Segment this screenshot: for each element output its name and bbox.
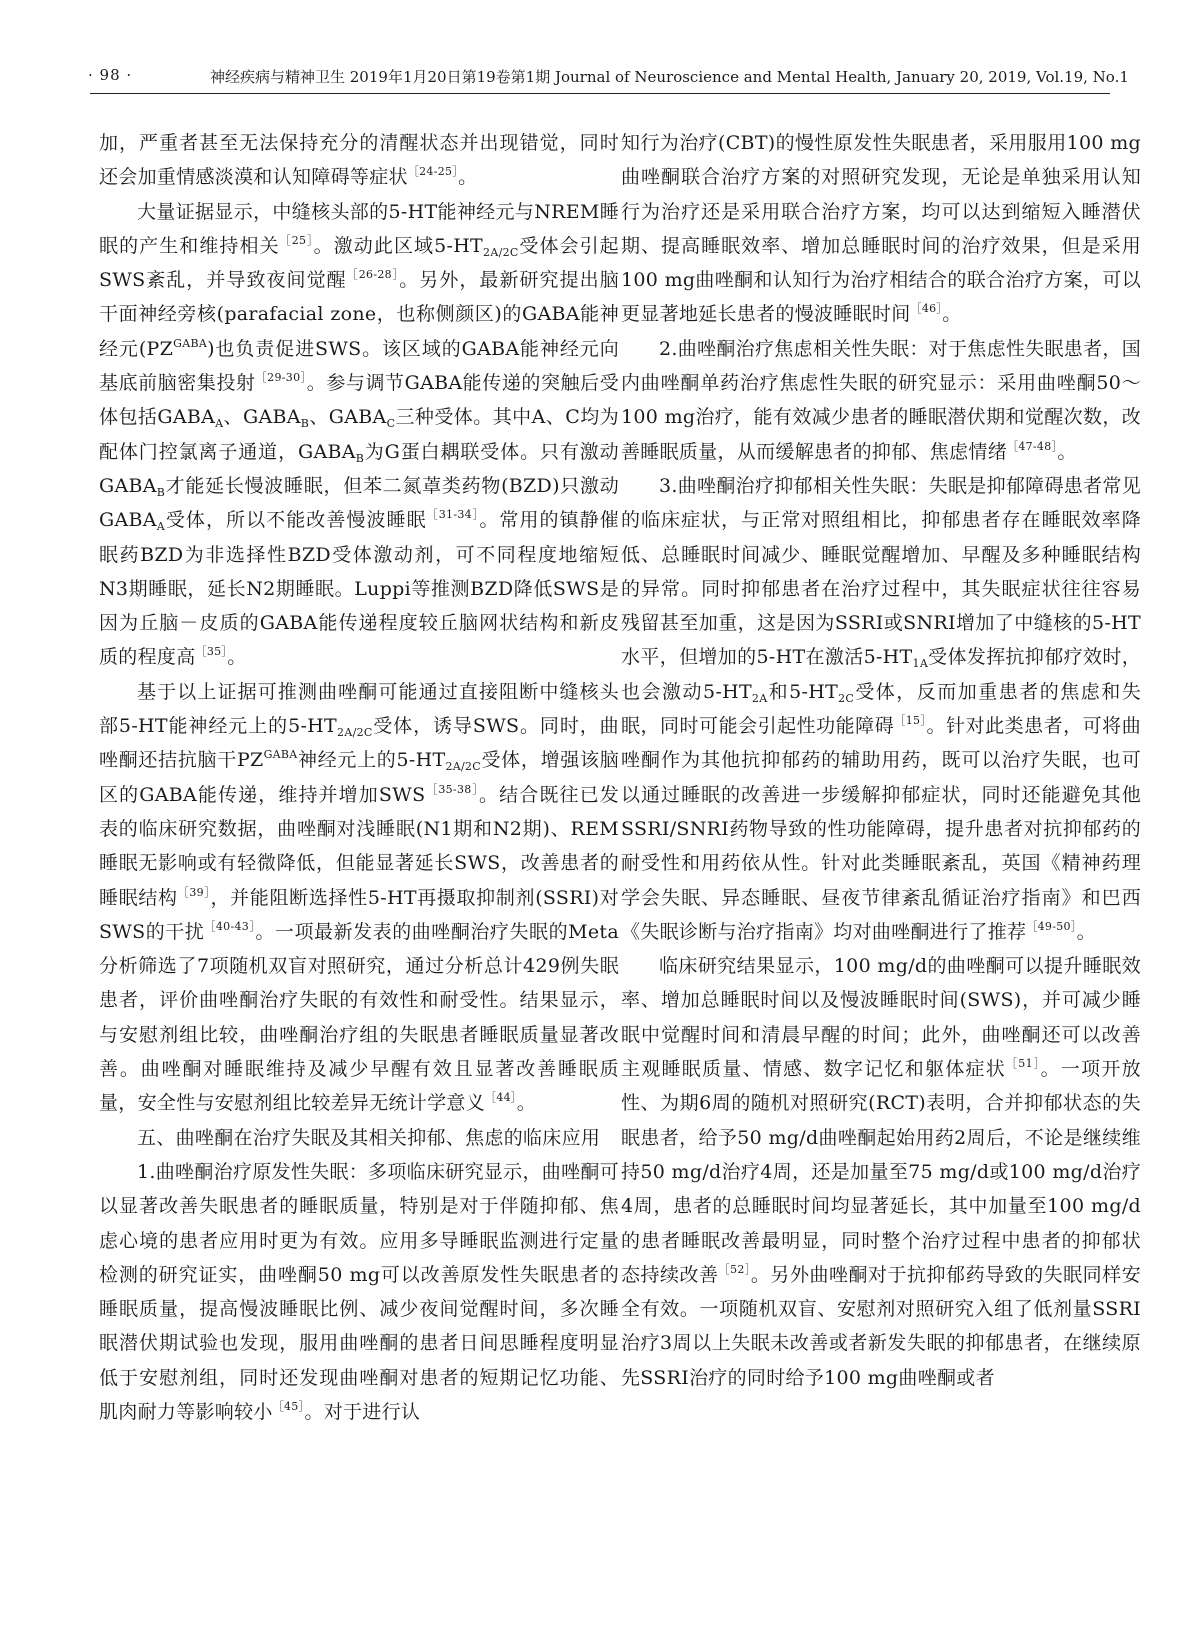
body-paragraph: 临床研究结果显示，100 mg/d的曲唑酮可以提升睡眠效率、增加总睡眠时间以及慢波睡眠时间(SWS)，并可减少睡眠中觉醒时间和清晨早醒的时间；此外，曲唑酮还可以改善主观睡眠质量、情感、数字记忆和躯体症状$^{[51]}$。一项开放性、为期6周的随机对照研究(RCT)表明，合并抑郁状态的失眠患者，给予50 mg/d曲唑酮起始用药2周后，不论是继续维持50 mg/d治疗4周，还是加量至75 mg/d或100 mg/d治疗4周，患者的总睡眠时间均显著延长，其中加量至100 mg/d的患者睡眠改善最明显，同时整个治疗过程中患者的抑郁状态持续改善$^{[52]}$。另外曲唑酮对于抗抑郁药导致的失眠同样安全有效。一项随机双盲、安慰剂对照研究入组了低剂量SSRI治疗3周以上失眠未改善或者新发失眠的抑郁患者，在继续原先SSRI治疗的同时给予100 mg曲唑酮或者 [621,955,1141,1389]
page-number: · 98 · [88,66,133,84]
section-heading: 五、曲唑酮在治疗失眠及其相关抑郁、焦虑的临床应用 [137,1126,601,1149]
running-header: 神经疾病与精神卫生 2019年1月20日第19卷第1期 Journal of Neuroscience and Mental Health, January 20, 2019, Vol.19, No.1 [210,68,1129,86]
body-paragraph: 基于以上证据可推测曲唑酮可能通过直接阻断中缝核头部5-HT能神经元上的$5-HT_{2A/2C}$受体，诱导SWS。同时，曲唑酮还拮抗脑干$PZ^{GABA}$神经元上的$5-HT_{2A/2C}$受体，增强该脑区的GABA能传递，维持并增加$SWS^{[35-38]}$。结合既往已发表的临床研究数据，曲唑酮对浅睡眠(N1期和N2期)、REM睡眠无影响或有轻微降低，但能显著延长SWS，改善患者的睡眠结构$^{[39]}$，并能阻断选择性5-HT再摄取抑制剂(SSRI)对SWS的干扰$^{[40-43]}$。一项最新发表的曲唑酮治疗失眠的Meta分析筛选了7项随机双盲对照研究，通过分析总计429例失眠患者，评价曲唑酮治疗失眠的有效性和耐受性。结果显示，与安慰剂组比较，曲唑酮治疗组的失眠患者睡眠质量显著改善。曲唑酮对睡眠维持及减少早醒有效且显著改善睡眠质量，安全性与安慰剂组比较差异无统计学意义$^{[44]}$。 [99,680,620,1115]
body-paragraph: 2.曲唑酮治疗焦虑相关性失眠：对于焦虑性失眠患者，国内曲唑酮单药治疗焦虑性失眠的研究显示：采用曲唑酮50～100 mg治疗，能有效减少患者的睡眠潜伏期和觉醒次数，改善睡眠质量，从而缓解患者的抑郁、焦虑情绪$^{[47-48]}$。 [621,337,1141,463]
body-paragraph: 加，严重者甚至无法保持充分的清醒状态并出现错觉，同时还会加重情感淡漠和认知障碍等症状$^{[24-25]}$。 [99,132,619,189]
body-paragraph: 3.曲唑酮治疗抑郁相关性失眠：失眠是抑郁障碍患者常见的临床症状，与正常对照组相比，抑郁患者存在睡眠效率降低、总睡眠时间减少、睡眠觉醒增加、早醒及多种睡眠结构的异常。同时抑郁患者在治疗过程中，其失眠症状往往容易残留甚至加重，这是因为SSRI或SNRI增加了中缝核的5-HT水平，但增加的5-HT在激活$5-HT_{1A}$受体发挥抗抑郁疗效时，也会激动$5-HT_{2A}$和$5-HT_{2C}$受体，反而加重患者的焦虑和失眠，同时可能会引起性功能障碍$^{[15]}$。针对此类患者，可将曲唑酮作为其他抗抑郁药的辅助用药，既可以治疗失眠，也可以通过睡眠的改善进一步缓解抑郁症状，同时还能避免其他SSRI/SNRI药物导致的性功能障碍，提升患者对抗抑郁药的耐受性和用药依从性。针对此类睡眠紊乱，英国《精神药理学会失眠、异态睡眠、昼夜节律紊乱循证治疗指南》和巴西《失眠诊断与治疗指南》均对曲唑酮进行了推荐$^{[49-50]}$。 [621,474,1141,943]
left-column [99,126,619,1429]
header-rule [90,93,1110,94]
right-column [621,126,1141,1395]
body-paragraph: 大量证据显示，中缝核头部的5-HT能神经元与NREM睡眠的产生和维持相关$^{[25]}$。激动此区域$5-HT_{2A/2C}$受体会引起SWS紊乱，并导致夜间觉醒$^{[26-28]}$。另外，最新研究提出脑干面神经旁核(parafacial zone，也称侧颜区)的GABA能神经元$(PZ^{GABA})$也负责促进SWS。该区域的GABA能神经元向基底前脑密集投射$^{[29-30]}$。参与调节GABA能传递的突触后受体包括$GABA_A$、$GABA_B$、$GABA_C$三种受体。其中A、C均为配体门控氯离子通道，$GABA_B$为G蛋白耦联受体。只有激动$GABA_B$才能延长慢波睡眠，但苯二氮䓬类药物(BZD)只激动$GABA_A$受体，所以不能改善慢波睡眠$^{[31-34]}$。常用的镇静催眠药BZD为非选择性BZD受体激动剂，可不同程度地缩短N3期睡眠，延长N2期睡眠。Luppi等推测BZD降低SWS是因为丘脑－皮质的GABA能传递程度较丘脑网状结构和新皮质的程度高$^{[35]}$。 [99,200,620,669]
body-paragraph: 1.曲唑酮治疗原发性失眠：多项临床研究显示，曲唑酮可以显著改善失眠患者的睡眠质量，特别是对于伴随抑郁、焦虑心境的患者应用时更为有效。应用多导睡眠监测进行定量检测的研究证实，曲唑酮50 mg可以改善原发性失眠患者的睡眠质量，提高慢波睡眠比例、减少夜间觉醒时间，多次睡眠潜伏期试验也发现，服用曲唑酮的患者日间思睡程度明显低于安慰剂组，同时还发现曲唑酮对患者的短期记忆功能、肌肉耐力等影响较小$^{[45]}$。对于进行认 [99,1160,619,1423]
body-paragraph: 知行为治疗(CBT)的慢性原发性失眠患者，采用服用100 mg曲唑酮联合治疗方案的对照研究发现，无论是单独采用认知行为治疗还是采用联合治疗方案，均可以达到缩短入睡潜伏期、提高睡眠效率、增加总睡眠时间的治疗效果，但是采用100 mg曲唑酮和认知行为治疗相结合的联合治疗方案，可以更显著地延长患者的慢波睡眠时间$^{[46]}$。 [621,132,1141,326]
